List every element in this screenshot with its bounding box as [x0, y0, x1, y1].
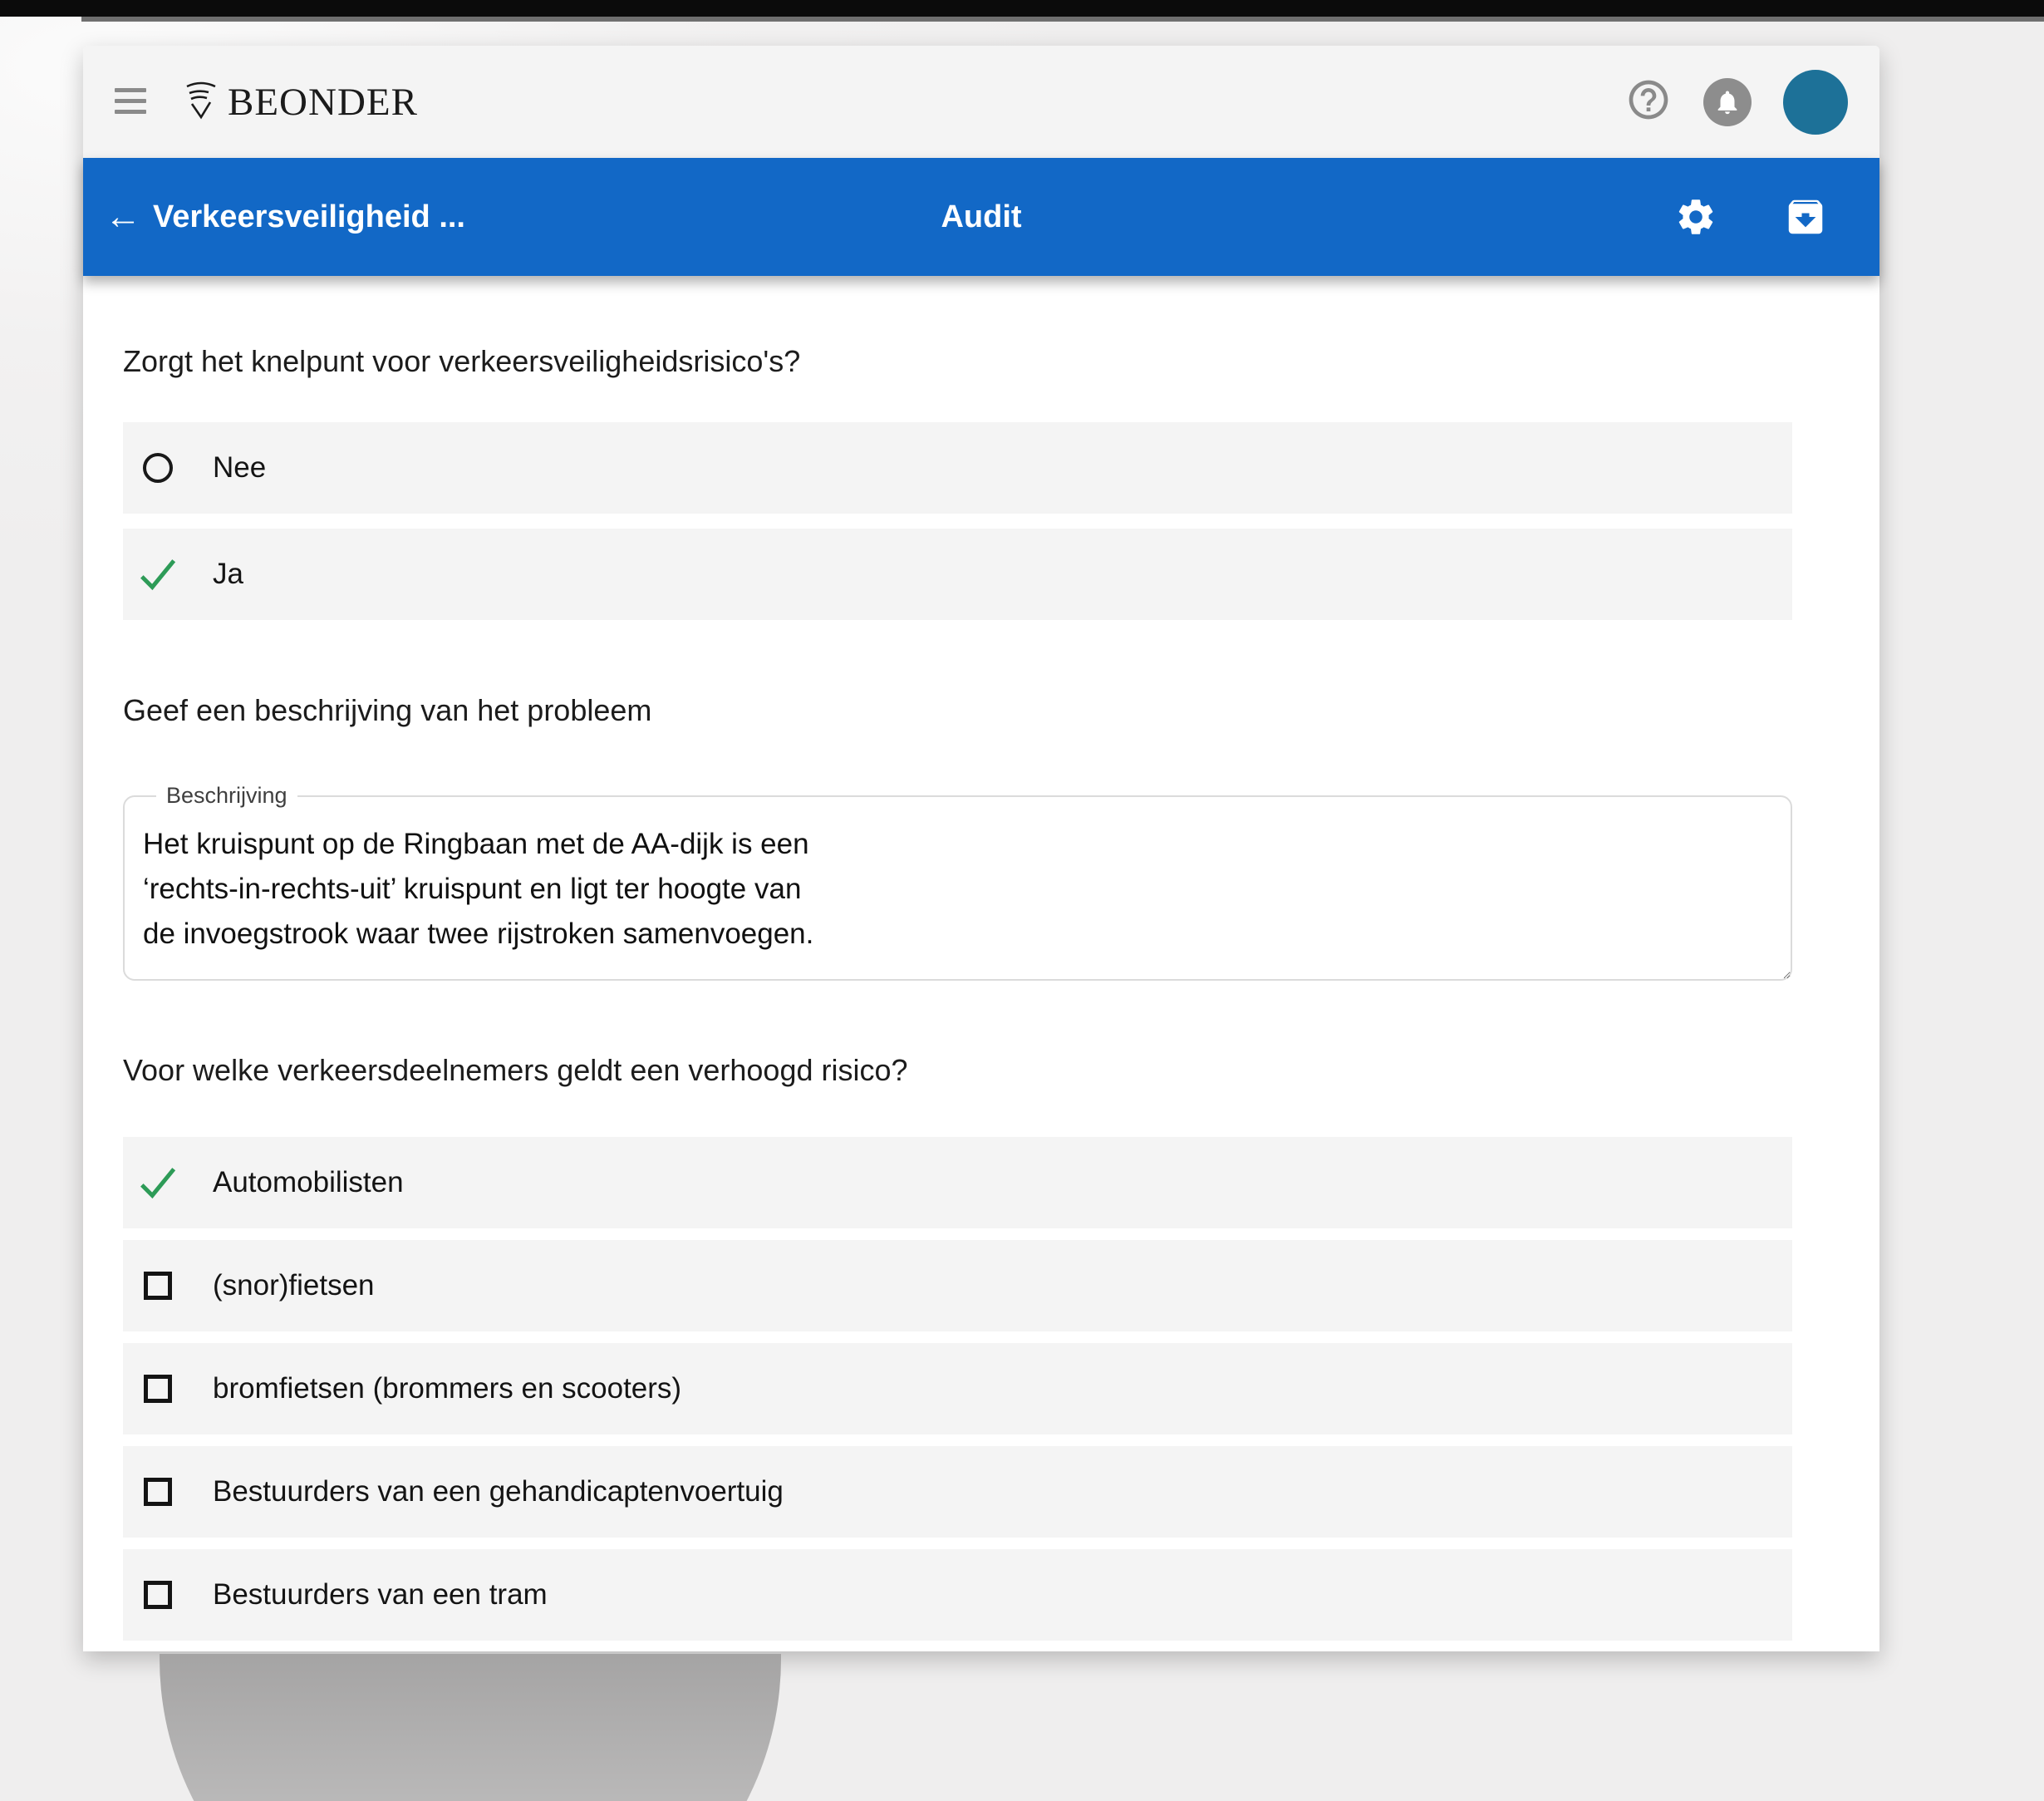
- checkbox-unchecked-icon: [138, 1472, 178, 1512]
- option-label: Ja: [213, 558, 243, 590]
- audit-toolbar: [83, 158, 1879, 276]
- description-input[interactable]: [123, 795, 1792, 981]
- archive-icon[interactable]: [1783, 194, 1828, 239]
- road-user-option-list: [123, 1137, 1792, 1641]
- option-snorfietsen[interactable]: [123, 1240, 1792, 1331]
- audit-form: [83, 341, 1879, 1641]
- radio-unchecked-icon: [138, 448, 178, 488]
- menu-bar: [115, 110, 146, 114]
- menu-bar: [115, 99, 146, 103]
- page-title: Audit: [941, 199, 1022, 234]
- option-ja[interactable]: [123, 529, 1792, 620]
- option-nee[interactable]: [123, 422, 1792, 514]
- menu-icon[interactable]: [115, 82, 151, 119]
- check-icon: [138, 554, 178, 594]
- back-arrow-icon: ←: [105, 196, 141, 237]
- beonder-shield-icon: [184, 79, 218, 125]
- option-label: Nee: [213, 451, 267, 484]
- brand-logo: [184, 46, 418, 158]
- option-automobilisten[interactable]: [123, 1137, 1792, 1228]
- option-tram[interactable]: [123, 1549, 1792, 1641]
- decorative-half-disc: [160, 1654, 781, 1801]
- top-app-bar: [83, 46, 1879, 158]
- device-top-band-edge: [81, 17, 2044, 22]
- checkbox-unchecked-icon: [138, 1575, 178, 1615]
- user-avatar[interactable]: [1783, 70, 1848, 135]
- menu-bar: [115, 88, 146, 92]
- notifications-icon[interactable]: [1703, 78, 1752, 126]
- option-label: Automobilisten: [213, 1166, 404, 1198]
- risk-option-list: [123, 422, 1792, 620]
- option-bromfietsen[interactable]: [123, 1343, 1792, 1434]
- description-field-wrap: [123, 783, 1792, 985]
- checkbox-unchecked-icon: [138, 1266, 178, 1306]
- back-label: Verkeersveiligheid ...: [153, 199, 465, 234]
- description-field-label: Beschrijving: [156, 783, 297, 809]
- check-icon: [138, 1163, 178, 1203]
- question-road-users: Voor welke verkeersdeelnemers geldt een verhoogd risico?: [123, 1053, 908, 1087]
- option-label: bromfietsen (brommers en scooters): [213, 1372, 682, 1405]
- option-gehandicaptenvoertuig[interactable]: [123, 1446, 1792, 1538]
- option-label: (snor)fietsen: [213, 1269, 375, 1302]
- device-top-band: [0, 0, 2044, 17]
- checkbox-unchecked-icon: [138, 1369, 178, 1409]
- settings-icon[interactable]: [1673, 194, 1718, 239]
- help-icon[interactable]: [1625, 76, 1672, 127]
- brand-name: BEONDER: [228, 80, 418, 124]
- option-label: Bestuurders van een tram: [213, 1578, 548, 1611]
- question-risk: Zorgt het knelpunt voor verkeersveiligheidsrisico's?: [123, 344, 801, 378]
- description-heading: Geef een beschrijving van het probleem: [123, 693, 652, 727]
- app-window: [83, 46, 1879, 1651]
- option-label: Bestuurders van een gehandicaptenvoertuig: [213, 1475, 784, 1508]
